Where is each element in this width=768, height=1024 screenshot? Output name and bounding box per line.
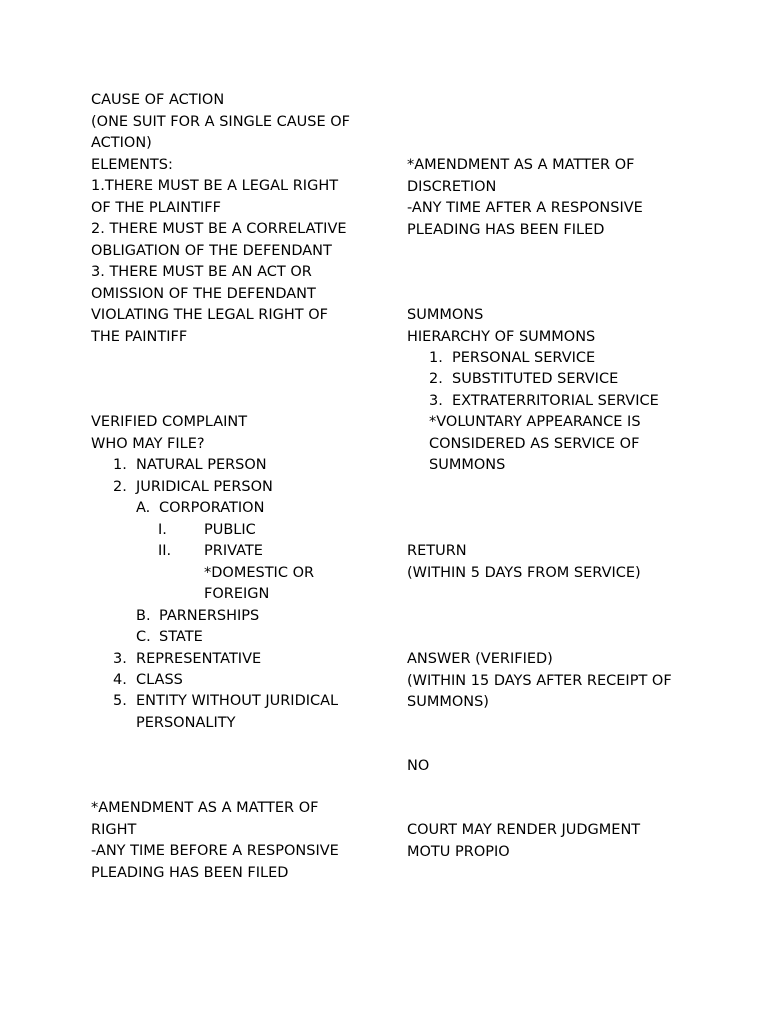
list-item-cont: PERSONALITY (136, 715, 236, 731)
list-number: 5. (113, 693, 127, 709)
list-item: CLASS (136, 672, 183, 688)
element-1-cont: OF THE PLAINTIFF (91, 199, 221, 216)
element-3-cont: OMISSION OF THE DEFENDANT (91, 285, 316, 302)
court-judgment-section (407, 820, 707, 863)
element-1: 1.THERE MUST BE A LEGAL RIGHT (91, 178, 339, 194)
return-title: RETURN (407, 543, 467, 559)
amendment-right-section (91, 798, 391, 884)
amendment-right-note-cont: PLEADING HAS BEEN FILED (91, 864, 289, 881)
element-3: 3. THERE MUST BE AN ACT OR (91, 264, 312, 280)
list-item: SUBSTITUTED SERVICE (452, 371, 619, 387)
list-item: STATE (159, 629, 203, 645)
element-2: 2. THERE MUST BE A CORRELATIVE (91, 221, 347, 237)
summons-title: SUMMONS (407, 307, 484, 323)
list-item: JURIDICAL PERSON (136, 479, 273, 495)
list-number: 1. (429, 350, 443, 366)
amendment-discretion-section (407, 155, 707, 241)
list-item: PUBLIC (204, 522, 256, 538)
amendment-discretion-title-cont: DISCRETION (407, 178, 497, 195)
no-label: NO (407, 758, 430, 774)
voluntary-note-cont: SUMMONS (429, 457, 506, 473)
return-note: (WITHIN 5 DAYS FROM SERVICE) (407, 564, 641, 581)
list-item: PRIVATE (204, 543, 263, 559)
list-number: 1. (113, 457, 127, 473)
list-item: PERSONAL SERVICE (452, 350, 596, 366)
list-item: ENTITY WITHOUT JURIDICAL (136, 693, 339, 709)
voluntary-appearance-note (429, 412, 729, 477)
cause-of-action-section (91, 90, 391, 348)
element-3-cont: THE PAINTIFF (91, 328, 188, 345)
amendment-right-title-cont: RIGHT (91, 821, 137, 838)
elements-title: ELEMENTS: (91, 156, 173, 173)
amendment-discretion-note-cont: PLEADING HAS BEEN FILED (407, 221, 605, 238)
voluntary-note-cont: CONSIDERED AS SERVICE OF (429, 435, 640, 452)
amendment-right-title: *AMENDMENT AS A MATTER OF (91, 800, 319, 816)
list-number: 2. (113, 479, 127, 495)
list-item: EXTRATERRITORIAL SERVICE (452, 393, 659, 409)
list-number: 2. (429, 371, 443, 387)
verified-complaint-title: VERIFIED COMPLAINT (91, 414, 248, 430)
cause-note: (ONE SUIT FOR A SINGLE CAUSE OF (91, 113, 351, 130)
court-judgment-text-cont: MOTU PROPIO (407, 843, 510, 860)
answer-note: (WITHIN 15 DAYS AFTER RECEIPT OF (407, 672, 672, 689)
list-number: 4. (113, 672, 127, 688)
who-may-file-heading: WHO MAY FILE? (91, 435, 205, 452)
list-item: CORPORATION (159, 500, 265, 516)
list-letter: A. (136, 500, 151, 516)
hierarchy-title: HIERARCHY OF SUMMONS (407, 328, 596, 345)
private-note-cont: FOREIGN (204, 586, 270, 602)
list-number: 3. (113, 651, 127, 667)
no-section (407, 756, 707, 778)
list-numeral: I. (158, 522, 167, 538)
list-numeral: II. (158, 543, 172, 559)
amendment-right-note: -ANY TIME BEFORE A RESPONSIVE (91, 843, 339, 859)
element-2-cont: OBLIGATION OF THE DEFENDANT (91, 242, 332, 259)
amendment-discretion-note: -ANY TIME AFTER A RESPONSIVE (407, 200, 643, 216)
list-number: 3. (429, 393, 443, 409)
verified-complaint-section (91, 412, 391, 455)
answer-note-cont: SUMMONS) (407, 694, 489, 710)
answer-title: ANSWER (VERIFIED) (407, 651, 553, 667)
cause-note-cont: ACTION) (91, 135, 152, 151)
answer-section (407, 649, 707, 714)
cause-title: CAUSE OF ACTION (91, 92, 225, 108)
list-letter: B. (136, 608, 151, 624)
list-letter: C. (136, 629, 151, 645)
element-3-cont: VIOLATING THE LEGAL RIGHT OF (91, 307, 328, 323)
court-judgment-text: COURT MAY RENDER JUDGMENT (407, 822, 641, 838)
return-section (407, 541, 707, 584)
summons-section (407, 305, 707, 348)
private-note: *DOMESTIC OR (204, 565, 315, 581)
amendment-discretion-title: *AMENDMENT AS A MATTER OF (407, 157, 635, 173)
list-item: NATURAL PERSON (136, 457, 267, 473)
list-item: REPRESENTATIVE (136, 651, 262, 667)
list-item: PARNERSHIPS (159, 608, 260, 624)
voluntary-note: *VOLUNTARY APPEARANCE IS (429, 414, 641, 430)
